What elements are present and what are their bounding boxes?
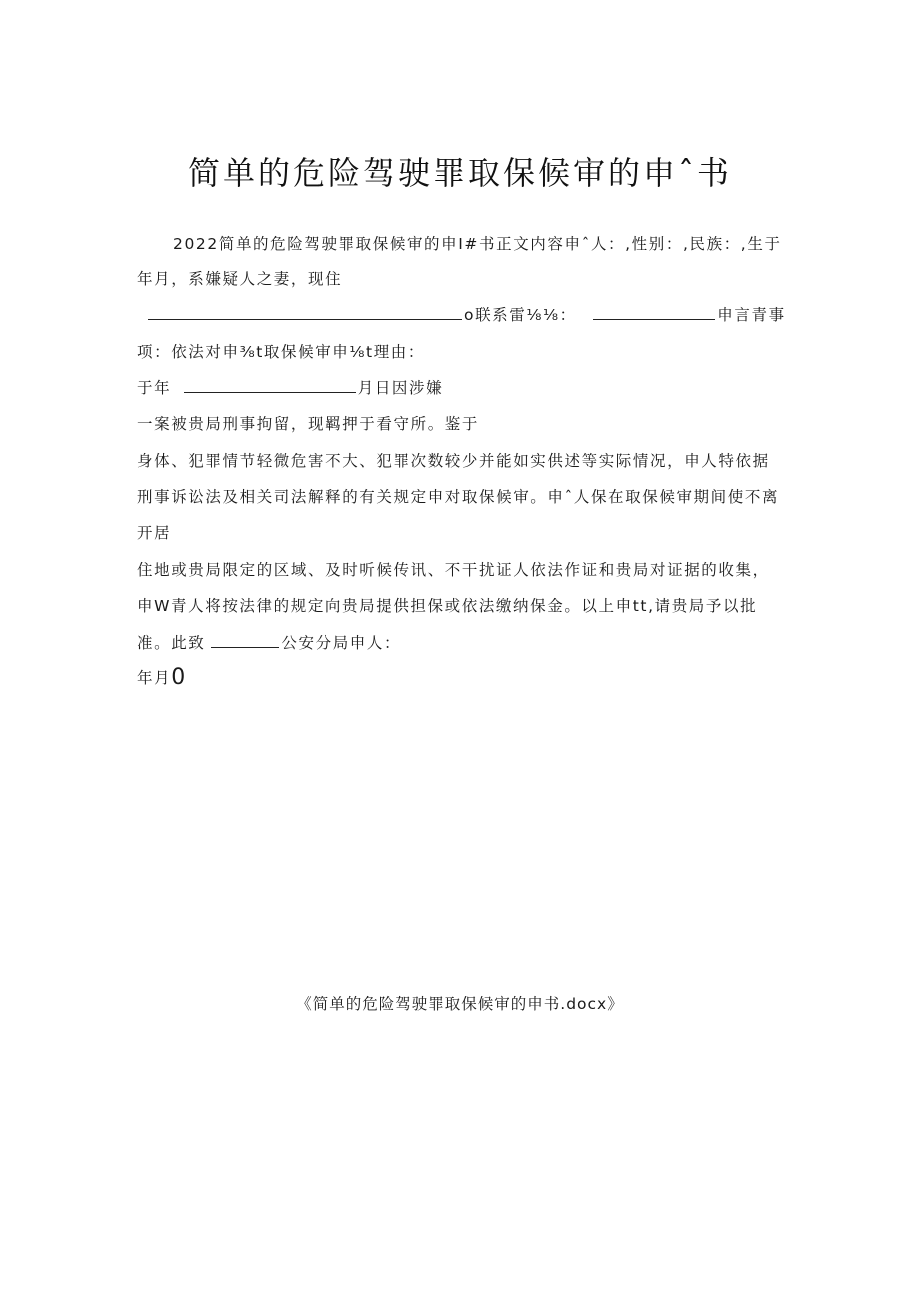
address-blank xyxy=(148,304,462,320)
document-title: 简单的危险驾驶罪取保候审的申ˆ书 xyxy=(187,154,732,192)
date-blank xyxy=(184,377,356,393)
body-line-7: 身体、犯罪情节轻微危害不大、犯罪次数较少并能如实供述等实际情况，申人特依据 xyxy=(137,452,770,470)
signature-mark: 0 xyxy=(171,665,186,690)
body-line-3 xyxy=(146,304,786,326)
document-filename: 《简单的危险驾驶罪取保候审的申书.docx》 xyxy=(296,995,624,1013)
body-line-1: 2022简单的危险驾驶罪取保候审的申I#书正文内容申ˆ人：,性别：,民族：,生于 xyxy=(173,235,782,253)
body-line-12 xyxy=(137,632,401,654)
phone-blank xyxy=(593,304,715,320)
date-suffix: 月日因涉嫌 xyxy=(357,379,444,397)
signature-date: 年月 xyxy=(137,669,172,687)
closing-suffix: 公安分局申人： xyxy=(281,634,402,652)
body-line-5 xyxy=(137,377,443,399)
body-line-4: 项：依法对申⅜t取保候审申⅛t理由： xyxy=(137,343,426,361)
request-label: 申言青事 xyxy=(717,306,786,324)
body-line-6: 一案被贵局刑事拘留，现羁押于看守所。鉴于 xyxy=(137,415,480,433)
closing-prefix: 准。此致 xyxy=(137,634,206,652)
body-line-2: 年月，系嫌疑人之妻，现住 xyxy=(137,270,343,288)
body-line-8: 刑事诉讼法及相关司法解释的有关规定申对取保候审。申ˆ人保在取保候审期间使不离 xyxy=(137,488,780,506)
body-line-10: 住地或贵局限定的区域、及时听候传讯、不干扰证人依法作证和贵局对证据的收集， xyxy=(137,561,770,579)
contact-label: o联系雷⅛⅛： xyxy=(464,306,577,324)
body-line-11: 申W青人将按法律的规定向贵局提供担保或依法缴纳保金。以上申tt,请贵局予以批 xyxy=(137,597,758,615)
bureau-blank xyxy=(211,632,279,648)
body-line-13 xyxy=(137,666,185,689)
date-prefix: 于年 xyxy=(137,379,172,397)
body-line-9: 开居 xyxy=(137,524,172,542)
